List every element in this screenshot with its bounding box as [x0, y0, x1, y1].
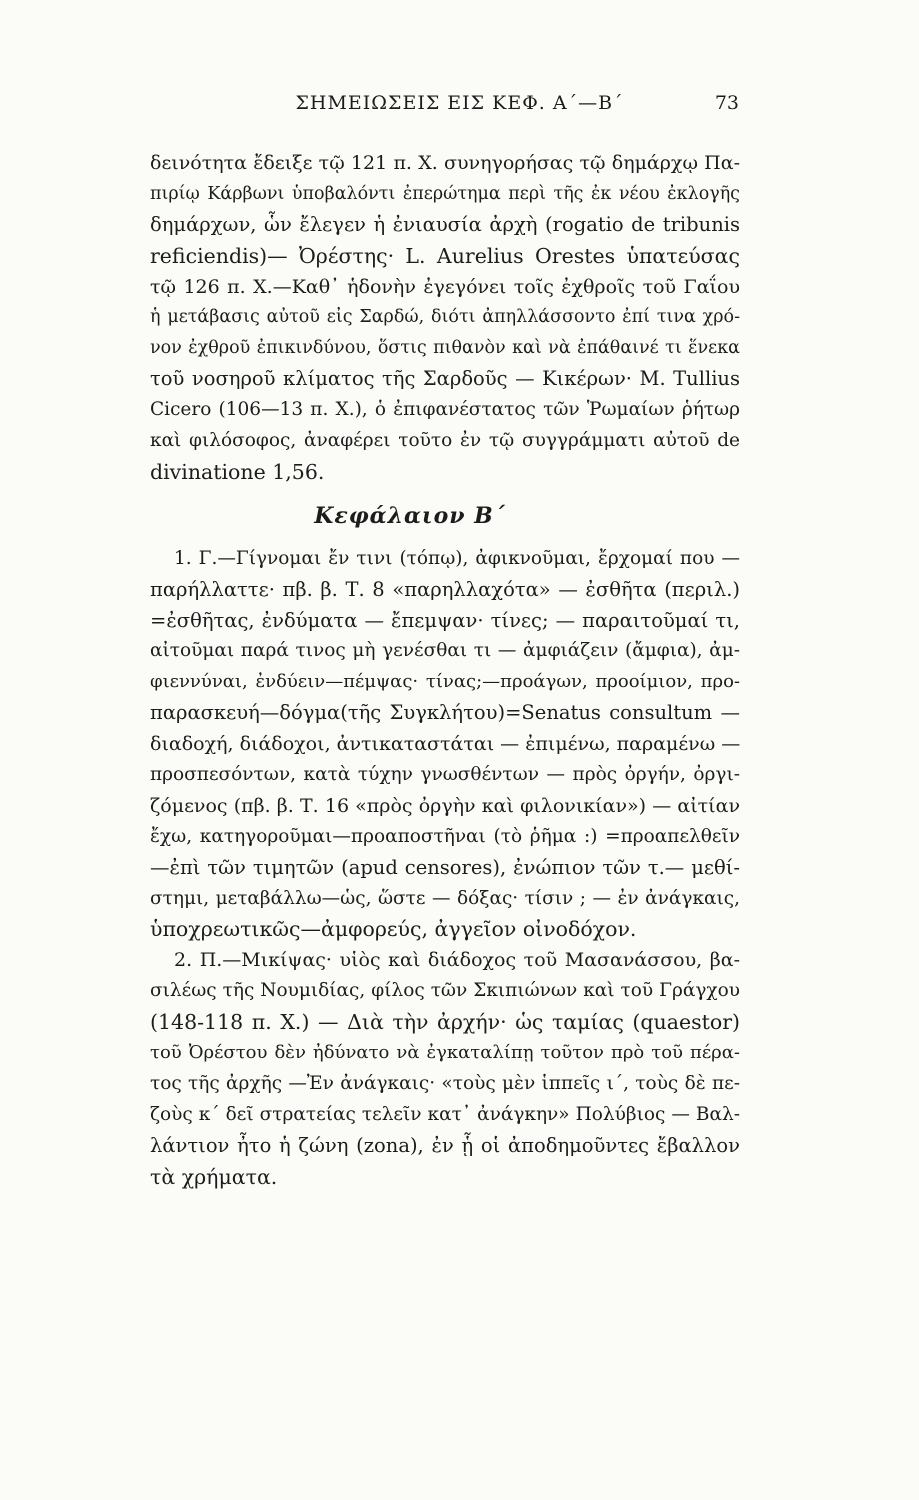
text-line: —ἐπὶ τῶν τιμητῶν (apud censores), ἐνώπιον τῶν τ.— μεθί- [150, 855, 740, 879]
text-line: αἰτοῦμαι παρά τινος μὴ γενέσθαι τι — ἀμφιάζειν (ἄμφια), ἀμ- [150, 640, 740, 662]
text-line: 1. Γ.—Γίγνομαι ἔν τινι (τόπῳ), ἀφικνοῦμαι, ἔρχομαί που — [174, 547, 740, 569]
text-line: τῷ 126 π. Χ.—Καθ᾽ ἡδονὴν ἐγεγόνει τοῖς ἐχθροῖς τοῦ Γαΐου [150, 275, 740, 298]
text-line: λάντιον ἦτο ἡ ζώνη (zona), ἐν ᾗ οἱ ἀποδημοῦντες ἔβαλλον [150, 1133, 740, 1157]
text-line: τοῦ νοσηροῦ κλίματος τῆς Σαρδοῦς — Κικέρων· M. Tullius [150, 367, 740, 391]
running-head-title: ΣΗΜΕΙΩΣΕΙΣ ΕΙΣ ΚΕΦ. Α΄—Β΄ [295, 92, 624, 114]
text-line: τοῦ Ὀρέστου δὲν ἠδύνατο νὰ ἐγκαταλίπῃ τοῦτον πρὸ τοῦ πέρα- [150, 1042, 740, 1064]
text-line: καὶ φιλόσοφος, ἀναφέρει τοῦτο ἐν τῷ συγγράμματι αὐτοῦ de [150, 430, 740, 452]
text-line: παρασκευή—δόγμα(τῆς Συγκλήτου)=Senatus consultum — [150, 701, 740, 725]
running-head [0, 92, 919, 122]
text-line: δημάρχων, ὧν ἔλεγεν ἡ ἐνιαυσία ἀρχὴ (rogatio de tribunis [150, 212, 740, 236]
text-line: =ἐσθῆτας, ἐνδύματα — ἔπεμψαν· τίνες; — παραιτοῦμαί τι, [150, 608, 740, 632]
text-line: διαδοχή, διάδοχοι, ἀντικαταστάται — ἐπιμένω, παραμένω — [150, 733, 741, 756]
text-line: δεινότητα ἔδειξε τῷ 121 π. Χ. συνηγορήσας τῷ δημάρχῳ Πα- [150, 152, 740, 174]
text-line: (148-118 π. Χ.) — Διὰ τὴν ἀρχήν· ὡς ταμίας (quaestor) [150, 1010, 740, 1035]
text-line: τὰ χρήματα. [150, 1164, 278, 1189]
text-line: στημι, μεταβάλλω—ὡς, ὥστε — δόξας· τίσιν ; — ἐν ἀνάγκαις, [150, 887, 740, 909]
text-line: νον ἐχθροῦ ἐπικινδύνου, ὅστις πιθανὸν καὶ νὰ ἐπάθαινέ τι ἕνεκα [150, 338, 740, 359]
text-line: ζοὺς κ΄ δεῖ στρατείας τελεῖν κατ᾽ ἀνάγκην» Πολύβιος — Βαλ- [150, 1103, 740, 1125]
text-line: ζόμενος (πβ. β. Τ. 16 «πρὸς ὀργὴν καὶ φιλονικίαν») — αἰτίαν [150, 794, 740, 817]
page-number: 73 [714, 92, 739, 114]
text-line: τος τῆς ἀρχῆς —Ἐν ἀνάγκαις· «τοὺς μὲν ἱππεῖς ι΄, τοὺς δὲ πε- [150, 1072, 740, 1094]
text-line: φιεννύναι, ἐνδύειν—πέμψας· τίνας;—προάγων, προοίμιον, προ- [150, 671, 740, 693]
text-line: σιλέως τῆς Νουμιδίας, φίλος τῶν Σκιπιώνων καὶ τοῦ Γράγχου [150, 980, 740, 1002]
text-line: ἡ μετάβασις αὐτοῦ εἰς Σαρδώ, διότι ἀπηλλάσσοντο ἐπί τινα χρό- [150, 307, 740, 328]
text-line: 2. Π.—Μικίψας· υἱὸς καὶ διάδοχος τοῦ Μασανάσσου, βα- [174, 949, 740, 972]
text-line: ὑποχρεωτικῶς—ἀμφορεύς, ἀγγεῖον οἰνοδόχον. [150, 917, 637, 942]
text-line: Cicero (106—13 π. Χ.), ὁ ἐπιφανέστατος τῶν Ῥωμαίων ῥήτωρ [150, 399, 740, 421]
text-line: ἔχω, κατηγοροῦμαι—προαποστῆναι (τὸ ῥῆμα :) =προαπελθεῖν [150, 825, 740, 847]
text-line: προσπεσόντων, κατὰ τύχην γνωσθέντων — πρὸς ὀργήν, ὀργι- [150, 764, 740, 786]
text-line: παρήλλαττε· πβ. β. Τ. 8 «παρηλλαχότα» — ἐσθῆτα (περιλ.) [150, 577, 740, 601]
chapter-heading: Κεφάλαιον Β΄ [314, 502, 506, 529]
text-line: πιρίῳ Κάρβωνι ὑποβαλόντι ἐπερώτημα περὶ τῆς ἐκ νέου ἐκλογῆς [150, 183, 740, 204]
body-text [150, 148, 740, 1193]
text-line: divinatione 1,56. [150, 459, 325, 484]
text-line: reficiendis)— Ὀρέστης· L. Aurelius Orestes ὑπατεύσας [150, 243, 740, 268]
